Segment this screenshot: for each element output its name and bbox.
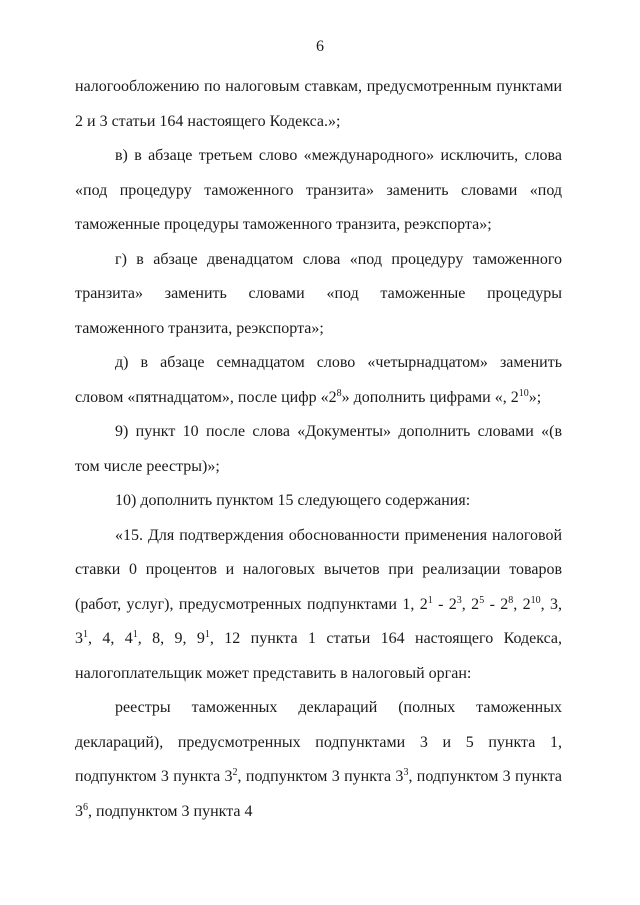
page-number: 6: [316, 38, 324, 55]
paragraph-point-15: «15. Для подтверждения обоснованности применения налоговой ставки 0 процентов и налоговых вычетов при реализации товаров (работ, услуг), предусмотренных подпунктами 1, $2^1 - 2^3$, $2^5 - 2^8$, $2^{10}$, 3, $3^1$, 4, $4^1$, 8, 9, $9^1$, 12 пункта 1 статьи 164 настоящего Кодекса, налогоплательщик может представить в налоговый орган:: [75, 526, 563, 682]
paragraph-item-9: 9) пункт 10 после слова «Документы» дополнить словами «(в том числе реестры)»;: [75, 423, 562, 475]
paragraph-item-10: 10) дополнить пунктом 15 следующего содержания:: [115, 492, 471, 509]
paragraph-registries: реестры таможенных деклараций (полных таможенных деклараций), предусмотренных подпунктами 3 и 5 пункта 1, подпунктом 3 пункта $3^2$, подпунктом 3 пункта $3^3$, подпунктом 3 пункта $3^6$, подпунктом 3 пункта 4: [75, 699, 562, 820]
paragraph-continuation: налогообложению по налоговым ставкам, предусмотренным пунктами 2 и 3 статьи 164 настоящего Кодекса.»;: [75, 78, 562, 130]
paragraph-item-g: г) в абзаце двенадцатом слова «под процедуру таможенного транзита» заменить словами «под таможенные процедуры таможенного транзита, реэкспорта»;: [75, 250, 562, 337]
document-body: [75, 70, 562, 829]
paragraph-item-d: д) в абзаце семнадцатом слово «четырнадцатом» заменить словом «пятнадцатом», после цифр «$2^8$» дополнить цифрами «, $2^{10}$»;: [75, 354, 562, 406]
paragraph-item-v: в) в абзаце третьем слово «международного» исключить, слова «под процедуру таможенного транзита» заменить словами «под таможенные процедуры таможенного транзита, реэкспорта»;: [75, 147, 562, 233]
